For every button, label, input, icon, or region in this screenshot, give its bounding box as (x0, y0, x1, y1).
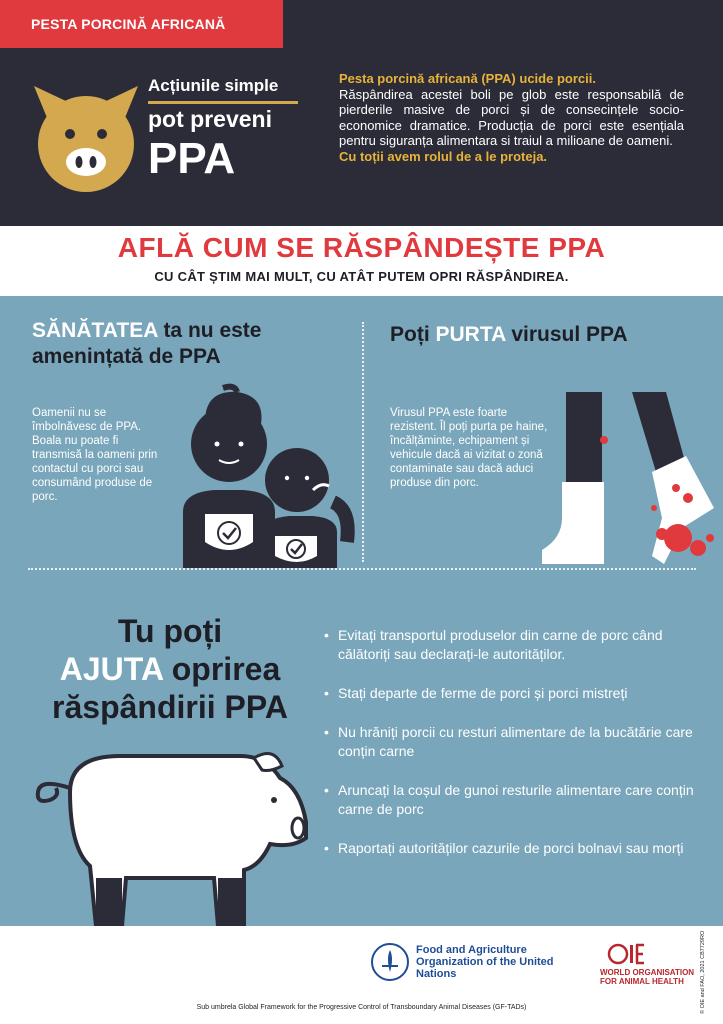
main-title: AFLĂ CUM SE RĂSPÂNDEȘTE PPA (117, 232, 606, 263)
pig-face-icon (28, 78, 144, 198)
slogan-line2: pot preveni (148, 106, 272, 132)
legs-boots-illustration (538, 388, 718, 568)
carry-text: Virusul PPA este foarte rezistent. Îl poți purta pe haine, încălțăminte, echipament și vehicule dacă ai vizitat o zonă contaminate sau dacă aduci produse din porc. (390, 407, 548, 489)
carry-heading-pre: Poți (390, 323, 436, 346)
vertical-dotted-divider (362, 322, 364, 562)
health-heading-rest: ta nu este amenințată de PPA (32, 319, 262, 368)
carry-heading (390, 322, 710, 348)
fao-name: Food and Agriculture Organization of the United Nations (416, 944, 554, 980)
slogan-line3: PPA (148, 134, 236, 183)
prevention-list (322, 626, 712, 878)
oie-name: WORLD ORGANISATION FOR ANIMAL HEALTH (600, 968, 695, 986)
copyright-note: © OIE and FAO, 2021 CB7729RO (700, 930, 706, 1014)
horizontal-dotted-divider (28, 568, 696, 570)
list-item: • Evitați transportul produselor din carne de porc când călătoriți sau declarați-le autorităților. (322, 626, 712, 664)
slogan-divider (148, 101, 298, 104)
intro-body: Răspândirea acestei boli pe glob este responsabilă de pierderile masive de porci și de consecințele socio-economice dramatice. Producția de porci este esențiala pentru siguranța alimentara si traiul a milioane de oameni. (339, 86, 684, 149)
fao-logo-icon (370, 942, 410, 982)
slogan-line1: Acțiunile simple (148, 76, 279, 95)
intro-paragraph (339, 71, 684, 165)
intro-close: Cu toții avem rolul de a le proteja. (339, 148, 548, 164)
main-subtitle: CU CÂT ȘTIM MAI MULT, CU ATÂT PUTEM OPRI RĂSPÂNDIREA. (154, 269, 569, 284)
footer-note: Sub umbrela Global Framework for the Progressive Control of Transboundary Animal Diseases (GF-TADs) (196, 1004, 527, 1011)
people-illustration (165, 382, 360, 568)
help-line1: Tu poți (117, 613, 223, 649)
help-line2-rest: oprirea (162, 651, 281, 687)
carry-heading-highlight: PURTA (435, 323, 506, 346)
help-line3: răspândirii PPA (52, 689, 288, 725)
health-text: Oamenii nu se îmbolnăvesc de PPA. Boala nu poate fi transmisă la oameni prin contactul cu porci sau consumând produse de porc. (32, 407, 158, 503)
list-item: • Stați departe de ferme de porci și porci mistreți (322, 684, 712, 703)
pig-illustration (30, 748, 320, 926)
carry-heading-post: virusul PPA (505, 323, 628, 346)
help-highlight: AJUTA (59, 651, 163, 687)
intro-lead: Pesta porcină africană (PPA) ucide porcii. (339, 71, 596, 86)
list-item: • Nu hrăniți porcii cu resturi alimentare de la bucătărie care conțin carne (322, 723, 712, 761)
list-item: • Raportați autorităților cazurile de porci bolnavi sau morți (322, 839, 712, 858)
topic-tag: PESTA PORCINĂ AFRICANĂ (0, 0, 283, 48)
health-heading-highlight: SĂNĂTATEA (32, 319, 158, 342)
health-heading (32, 318, 332, 370)
list-item: • Aruncați la coșul de gunoi resturile alimentare care conțin carne de porc (322, 781, 712, 819)
help-heading (20, 612, 320, 726)
oie-logo-icon (606, 940, 646, 966)
